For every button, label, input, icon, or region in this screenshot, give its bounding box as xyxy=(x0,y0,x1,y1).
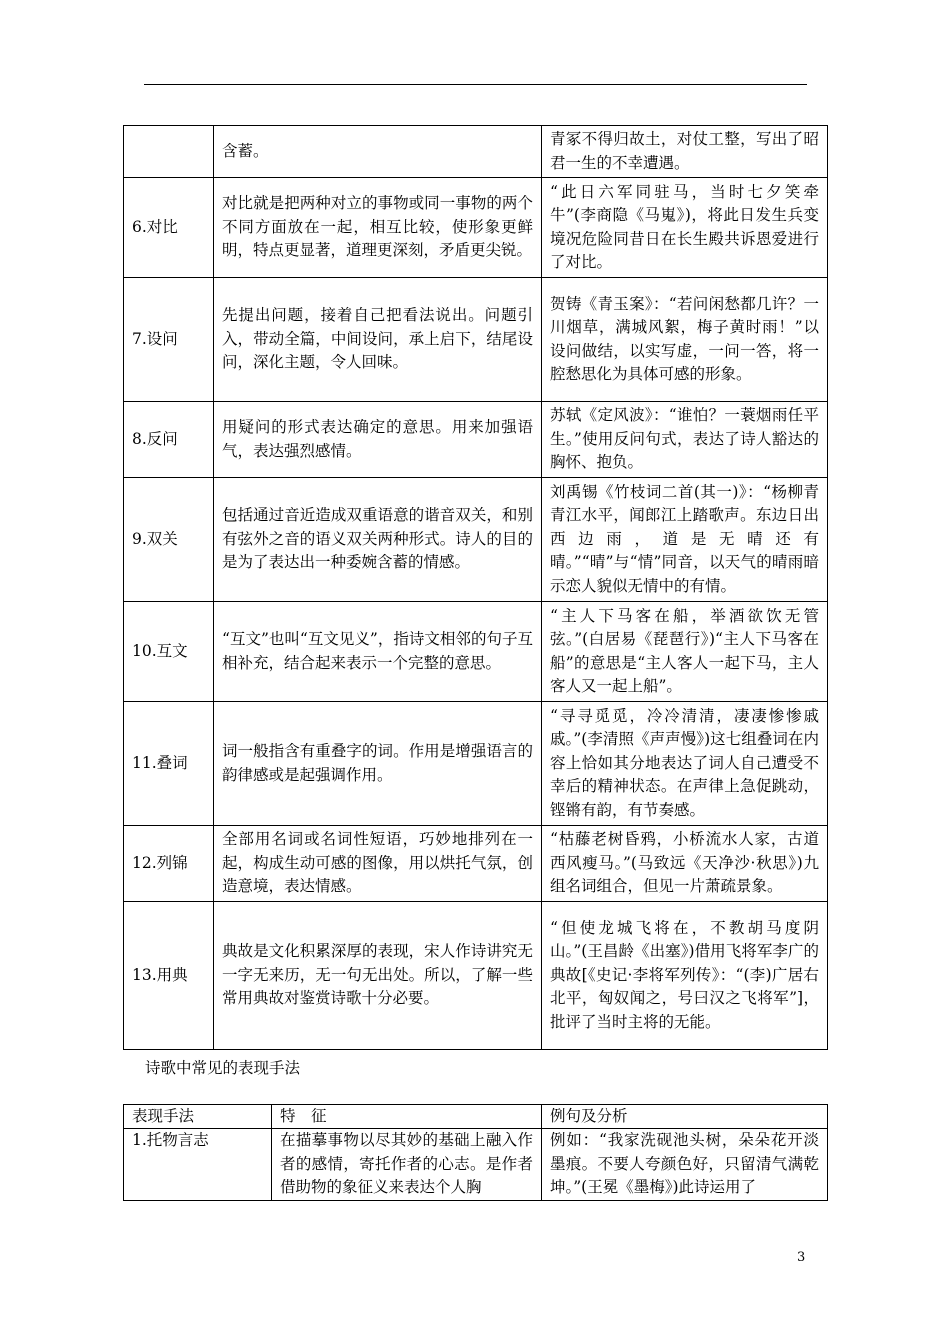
row-example: 青冢不得归故土，对仗工整，写出了昭君一生的不幸遭遇。 xyxy=(542,126,828,178)
column-header: 例句及分析 xyxy=(542,1105,828,1129)
page-number: 3 xyxy=(797,1250,806,1265)
row-label: 11.叠词 xyxy=(124,702,214,826)
row-example: 例如：“我家洗砚池头树，朵朵花开淡墨痕。不要人夸颜色好，只留清气满乾坤。”(王冕《墨梅》)此诗运用了 xyxy=(542,1129,828,1201)
row-label xyxy=(124,126,214,178)
row-example: 刘禹锡《竹枝词二首(其一)》：“杨柳青青江水平，闻郎江上踏歌声。东边日出西边雨，道是无晴还有晴。”“晴”与“情”同音，以天气的晴雨暗示恋人貌似无情中的有情。 xyxy=(542,478,828,602)
row-feature: 词一般指含有重叠字的词。作用是增强语言的韵律感或是起强调作用。 xyxy=(214,702,542,826)
row-feature: 对比就是把两种对立的事物或同一事物的两个不同方面放在一起，相互比较，使形象更鲜明，特点更显著，道理更深刻，矛盾更尖锐。 xyxy=(214,178,542,278)
row-feature: 用疑问的形式表达确定的意思。用来加强语气，表达强烈感情。 xyxy=(214,402,542,478)
row-example: “寻寻觅觅，冷冷清清，凄凄惨惨戚戚。”(李清照《声声慢》)这七组叠词在内容上恰如其分地表达了词人自己遭受不幸后的精神状态。在声律上急促跳动，铿锵有韵，有节奏感。 xyxy=(542,702,828,826)
techniques-table xyxy=(123,1104,828,1201)
row-label: 8.反问 xyxy=(124,402,214,478)
row-example: “枯藤老树昏鸦，小桥流水人家，古道西风瘦马。”(马致远《天净沙·秋思》)九组名词组合，但见一片萧疏景象。 xyxy=(542,826,828,902)
table-row xyxy=(124,126,828,178)
row-label: 10.互文 xyxy=(124,602,214,702)
table-row xyxy=(124,402,828,478)
table-row xyxy=(124,702,828,826)
row-example: “此日六军同驻马，当时七夕笑牵牛”(李商隐《马嵬》)，将此日发生兵变境况危险同昔日在长生殿共诉恩爱进行了对比。 xyxy=(542,178,828,278)
row-feature: 先提出问题，接着自己把看法说出。问题引入，带动全篇，中间设问，承上启下，结尾设问，深化主题，令人回味。 xyxy=(214,278,542,402)
table-row xyxy=(124,178,828,278)
row-label: 12.列锦 xyxy=(124,826,214,902)
row-example: 苏轼《定风波》：“谁怕？一蓑烟雨任平生。”使用反问句式，表达了诗人豁达的胸怀、抱负。 xyxy=(542,402,828,478)
row-label: 13.用典 xyxy=(124,902,214,1050)
row-example: 贺铸《青玉案》：“若问闲愁都几许？一川烟草，满城风絮，梅子黄时雨！”以设问做结，以实写虚，一问一答，将一腔愁思化为具体可感的形象。 xyxy=(542,278,828,402)
table-row xyxy=(124,902,828,1050)
column-header: 特 征 xyxy=(272,1105,542,1129)
row-feature: 在描摹事物以尽其妙的基础上融入作者的感情，寄托作者的心志。是作者借助物的象征义来表达个人胸 xyxy=(272,1129,542,1201)
table-row xyxy=(124,478,828,602)
row-label: 9.双关 xyxy=(124,478,214,602)
table-row xyxy=(124,602,828,702)
row-label: 7.设问 xyxy=(124,278,214,402)
row-feature: 全部用名词或名词性短语，巧妙地排列在一起，构成生动可感的图像，用以烘托气氛，创造意境，表达情感。 xyxy=(214,826,542,902)
row-label: 1.托物言志 xyxy=(124,1129,272,1201)
row-feature: “互文”也叫“互文见义”，指诗文相邻的句子互相补充，结合起来表示一个完整的意思。 xyxy=(214,602,542,702)
table-row xyxy=(124,826,828,902)
rhetoric-table xyxy=(123,125,828,1050)
table-row xyxy=(124,278,828,402)
header-rule xyxy=(144,84,807,85)
row-example: “但使龙城飞将在，不教胡马度阴山。”(王昌龄《出塞》)借用飞将军李广的典故[《史记·李将军列传》：“(李)广居右北平，匈奴闻之，号曰汉之飞将军”]，批评了当时主将的无能。 xyxy=(542,902,828,1050)
row-feature: 含蓄。 xyxy=(214,126,542,178)
row-feature: 典故是文化积累深厚的表现，宋人作诗讲究无一字无来历，无一句无出处。所以，了解一些常用典故对鉴赏诗歌十分必要。 xyxy=(214,902,542,1050)
row-label: 6.对比 xyxy=(124,178,214,278)
table-header-row xyxy=(124,1105,828,1129)
row-feature: 包括通过音近造成双重语意的谐音双关，和别有弦外之音的语义双关两种形式。诗人的目的是为了表达出一种委婉含蓄的情感。 xyxy=(214,478,542,602)
column-header: 表现手法 xyxy=(124,1105,272,1129)
row-example: “主人下马客在船，举酒欲饮无管弦。”(白居易《琵琶行》)“主人下马客在船”的意思是“主人客人一起下马，主人客人又一起上船”。 xyxy=(542,602,828,702)
table-row xyxy=(124,1129,828,1201)
section-caption: 诗歌中常见的表现手法 xyxy=(145,1059,301,1077)
